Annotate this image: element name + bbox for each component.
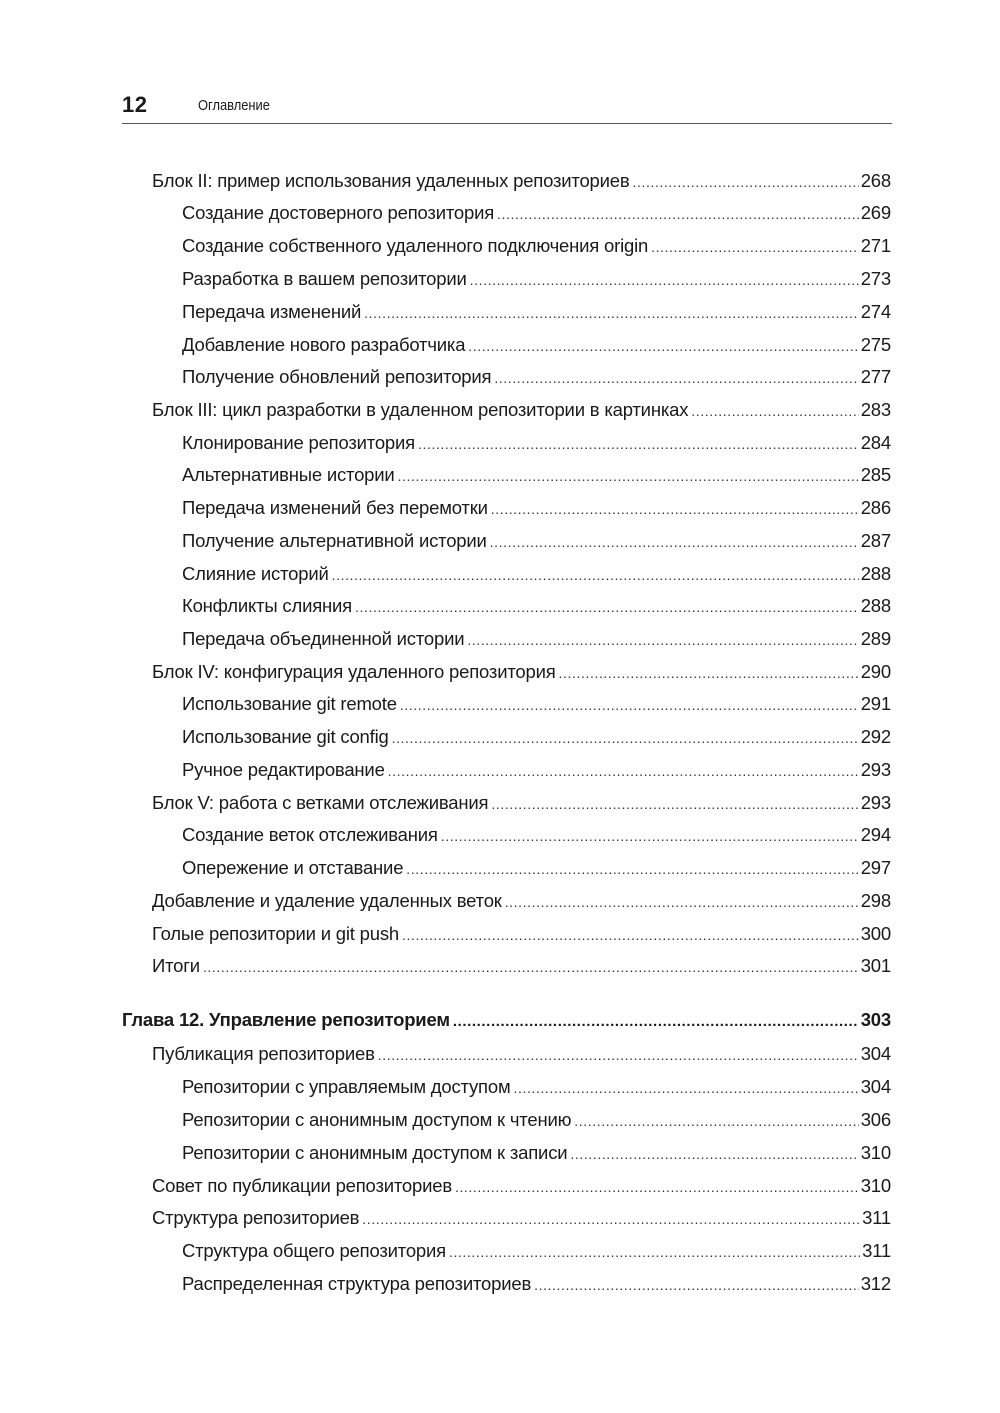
toc-entry: [182, 626, 891, 652]
toc-entry: [182, 200, 891, 226]
toc-entry-title: Использование git config: [182, 726, 389, 747]
dot-leader: [505, 889, 859, 915]
toc-entry-page: 293: [860, 792, 891, 813]
toc-entry: [182, 757, 891, 783]
toc-entry: [182, 593, 891, 619]
dot-leader: [332, 562, 859, 588]
toc-entry: [182, 822, 891, 848]
toc-entry-page: 306: [860, 1109, 891, 1130]
toc-entry-title: Распределенная структура репозиториев: [182, 1273, 532, 1294]
toc-entry-page: 297: [860, 857, 891, 878]
toc-entry-title: Слияние историй: [182, 563, 329, 584]
toc-entry: [182, 1074, 891, 1100]
toc-entry: [182, 495, 891, 521]
toc-entry-page: 283: [860, 399, 891, 420]
toc-entry: [182, 233, 891, 259]
toc-entry: [152, 659, 891, 685]
toc-entry-title: Голые репозитории и git push: [152, 923, 399, 944]
toc-entry-title: Получение обновлений репозитория: [182, 366, 492, 387]
toc-entry: [152, 168, 891, 194]
toc-entry-title: Передача изменений: [182, 301, 362, 322]
toc-entry: [152, 790, 891, 816]
toc-entry: [182, 561, 891, 587]
toc-entry-title: Альтернативные истории: [182, 464, 395, 485]
toc-entry-page: 300: [860, 923, 891, 944]
toc-entry: [182, 462, 891, 488]
toc-entry-title: Глава 12. Управление репозиторием: [122, 1009, 450, 1030]
toc-entry-page: 275: [860, 334, 891, 355]
toc-entry-page: 290: [860, 661, 891, 682]
dot-leader: [470, 267, 859, 293]
toc-entry-title: Публикация репозиториев: [152, 1043, 375, 1064]
toc-entry-title: Опережение и отставание: [182, 857, 404, 878]
toc-entry-page: 284: [860, 432, 891, 453]
toc-entry: [182, 332, 891, 358]
toc-entry: [182, 1107, 891, 1133]
dot-leader: [651, 234, 859, 260]
toc-entry: [182, 528, 891, 554]
toc-entry-title: Передача изменений без перемотки: [182, 497, 488, 518]
toc-entry-title: Добавление нового разработчика: [182, 334, 466, 355]
toc-entry: [152, 921, 891, 947]
toc-entry-page: 291: [860, 693, 891, 714]
toc-entry: [182, 266, 891, 292]
toc-entry: [182, 724, 891, 750]
toc-entry-page: 311: [862, 1240, 891, 1261]
toc-entry-page: 294: [860, 824, 891, 845]
toc-entry-page: 268: [860, 170, 891, 191]
toc-entry-page: 288: [860, 595, 891, 616]
toc-entry: [182, 855, 891, 881]
toc-entry-title: Блок III: цикл разработки в удаленном репозитории в картинках: [152, 399, 689, 420]
toc-entry: [152, 1173, 891, 1199]
dot-leader: [362, 1206, 860, 1232]
toc-entry-title: Создание собственного удаленного подключения origin: [182, 235, 649, 256]
toc-entry: [152, 397, 891, 423]
toc-entry: [182, 299, 891, 325]
toc-entry-page: 287: [860, 530, 891, 551]
toc-entry-title: Репозитории с анонимным доступом к записи: [182, 1142, 568, 1163]
toc-entry-title: Ручное редактирование: [182, 759, 385, 780]
dot-leader: [400, 692, 859, 718]
dot-leader: [534, 1272, 859, 1298]
toc-entry-page: 274: [860, 301, 891, 322]
dot-leader: [388, 758, 859, 784]
toc-entry-title: Репозитории с управляемым доступом: [182, 1076, 511, 1097]
toc-entry: [152, 953, 891, 979]
toc-entry-title: Блок II: пример использования удаленных репозиториев: [152, 170, 630, 191]
toc-entry-title: Репозитории с анонимным доступом к чтению: [182, 1109, 572, 1130]
dot-leader: [491, 496, 859, 522]
page-header: [122, 88, 892, 124]
dot-leader: [494, 365, 858, 391]
dot-leader: [449, 1239, 860, 1265]
toc-entry-title: Разработка в вашем репозитории: [182, 268, 467, 289]
dot-leader: [491, 791, 858, 817]
dot-leader: [453, 1009, 859, 1035]
toc-entry-page: 298: [860, 890, 891, 911]
toc-entry: [152, 1041, 891, 1067]
dot-leader: [418, 431, 859, 457]
toc-entry: [152, 888, 891, 914]
toc-entry-page: 288: [860, 563, 891, 584]
toc-entry-page: 273: [860, 268, 891, 289]
dot-leader: [570, 1141, 858, 1167]
toc-entry-page: 285: [860, 464, 891, 485]
dot-leader: [497, 201, 859, 227]
dot-leader: [468, 333, 858, 359]
toc-entry-title: Использование git remote: [182, 693, 397, 714]
toc-entry-page: 304: [860, 1043, 891, 1064]
dot-leader: [633, 169, 859, 195]
dot-leader: [455, 1174, 859, 1200]
toc-entry-title: Создание достоверного репозитория: [182, 202, 495, 223]
dot-leader: [364, 300, 859, 326]
dot-leader: [355, 594, 859, 620]
toc-entry-title: Передача объединенной истории: [182, 628, 465, 649]
dot-leader: [441, 823, 859, 849]
toc-entry: [182, 691, 891, 717]
toc-entry-title: Добавление и удаление удаленных веток: [152, 890, 502, 911]
dot-leader: [467, 627, 858, 653]
dot-leader: [514, 1075, 859, 1101]
toc-entry-page: 301: [860, 955, 891, 976]
toc-entry-page: 312: [860, 1273, 891, 1294]
toc-entry-page: 269: [860, 202, 891, 223]
toc-entry: [182, 1140, 891, 1166]
toc-entry-title: Блок V: работа с ветками отслеживания: [152, 792, 489, 813]
dot-leader: [402, 922, 859, 948]
dot-leader: [490, 529, 859, 555]
dot-leader: [574, 1108, 858, 1134]
dot-leader: [378, 1042, 859, 1068]
dot-leader: [406, 856, 858, 882]
toc-entry-title: Структура общего репозитория: [182, 1240, 446, 1261]
toc-entry-title: Получение альтернативной истории: [182, 530, 487, 551]
toc-entry-page: 310: [860, 1142, 891, 1163]
toc-entry-page: 303: [860, 1009, 891, 1030]
dot-leader: [203, 954, 859, 980]
toc-entry-page: 311: [862, 1207, 891, 1228]
toc-chapter-heading: [122, 1007, 891, 1033]
dot-leader: [398, 463, 859, 489]
toc-entry-page: 271: [860, 235, 891, 256]
toc-entry-page: 277: [860, 366, 891, 387]
toc-entry: [152, 1205, 891, 1231]
toc-entry: [182, 1271, 891, 1297]
page-number: 12: [122, 92, 148, 117]
toc-entry-title: Создание веток отслеживания: [182, 824, 438, 845]
dot-leader: [691, 398, 858, 424]
toc-entry-page: 310: [860, 1175, 891, 1196]
toc-entry-title: Совет по публикации репозиториев: [152, 1175, 452, 1196]
toc-entry-page: 286: [860, 497, 891, 518]
dot-leader: [392, 725, 859, 751]
toc-entry: [182, 1238, 891, 1264]
toc-entry-page: 293: [860, 759, 891, 780]
toc-entry-title: Блок IV: конфигурация удаленного репозитория: [152, 661, 556, 682]
toc-entry-title: Структура репозиториев: [152, 1207, 360, 1228]
toc-entry: [182, 364, 891, 390]
toc-entry-page: 304: [860, 1076, 891, 1097]
toc-entry-title: Клонирование репозитория: [182, 432, 415, 453]
toc-entry-page: 292: [860, 726, 891, 747]
dot-leader: [559, 660, 859, 686]
toc-entry-title: Конфликты слияния: [182, 595, 353, 616]
toc-entry: [182, 430, 891, 456]
toc-entry-title: Итоги: [152, 955, 200, 976]
running-title: Оглавление: [198, 97, 270, 114]
toc-entry-page: 289: [860, 628, 891, 649]
